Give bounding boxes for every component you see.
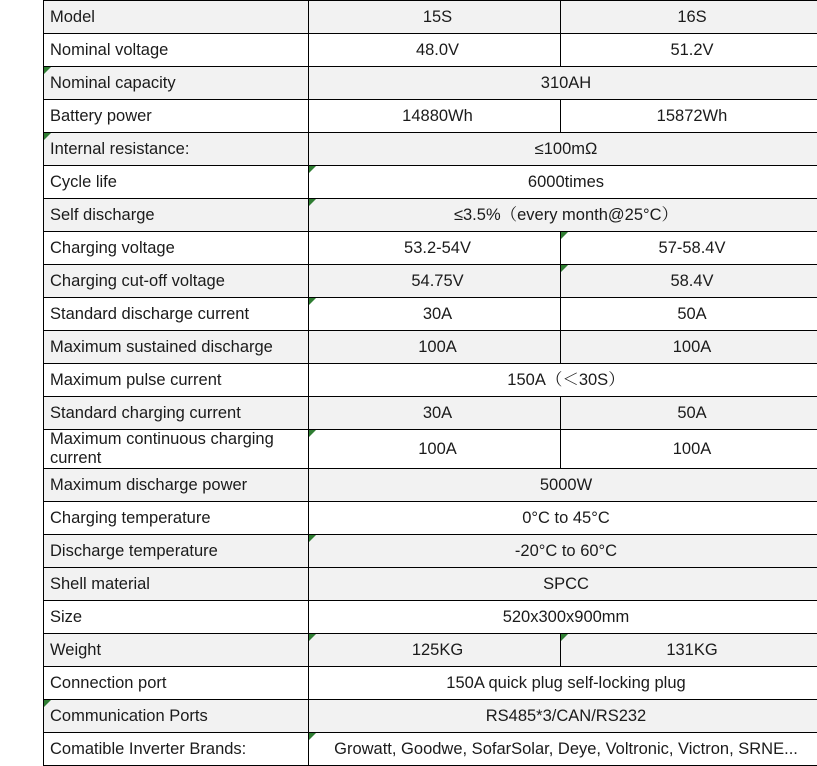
spec-value-cell-15s[interactable]: 48.0V <box>309 34 561 67</box>
spec-value-cell-merged[interactable]: 0°C to 45°C <box>309 502 817 535</box>
table-row <box>44 331 817 364</box>
spec-label-cell[interactable]: Nominal capacity <box>44 67 309 100</box>
table-row <box>44 568 817 601</box>
spec-value-cell-merged[interactable]: 150A quick plug self-locking plug <box>309 667 817 700</box>
spec-value-cell-merged[interactable]: 150A（＜30S） <box>309 364 817 397</box>
table-row <box>44 67 817 100</box>
spec-label-cell[interactable]: Standard discharge current <box>44 298 309 331</box>
table-row <box>44 733 817 766</box>
spec-value-cell-15s[interactable]: 15S <box>309 1 561 34</box>
table-row <box>44 397 817 430</box>
spec-value-cell-15s[interactable]: 14880Wh <box>309 100 561 133</box>
spec-label-cell[interactable]: Connection port <box>44 667 309 700</box>
spec-label-line-1: Maximum continuous charging <box>50 430 308 449</box>
spec-value-cell-15s[interactable]: 54.75V <box>309 265 561 298</box>
spec-value-cell-16s[interactable]: 15872Wh <box>561 100 817 133</box>
spec-value-cell-merged[interactable]: 6000times <box>309 166 817 199</box>
table-row <box>44 601 817 634</box>
spec-value-cell-merged[interactable]: ≤3.5%（every month@25°C） <box>309 199 817 232</box>
spec-label-cell[interactable]: Comatible Inverter Brands: <box>44 733 309 766</box>
table-row <box>44 232 817 265</box>
spec-value-cell-16s[interactable]: 16S <box>561 1 817 34</box>
table-row <box>44 298 817 331</box>
spec-value-cell-15s[interactable]: 53.2-54V <box>309 232 561 265</box>
spec-label-cell[interactable]: Battery power <box>44 100 309 133</box>
spec-value-cell-16s[interactable]: 50A <box>561 397 817 430</box>
spec-value-cell-merged[interactable]: 5000W <box>309 469 817 502</box>
spec-label-line-2-clipped: current <box>50 449 308 468</box>
spec-value-cell-16s[interactable]: 57-58.4V <box>561 232 817 265</box>
spec-label-cell[interactable]: Maximum sustained discharge <box>44 331 309 364</box>
table-row <box>44 700 817 733</box>
table-row <box>44 34 817 67</box>
table-row <box>44 1 817 34</box>
spec-label-cell[interactable]: Standard charging current <box>44 397 309 430</box>
spec-label-cell[interactable]: Maximum pulse current <box>44 364 309 397</box>
spec-value-cell-merged[interactable]: SPCC <box>309 568 817 601</box>
spec-label-cell[interactable]: Weight <box>44 634 309 667</box>
spec-value-cell-merged[interactable]: 310AH <box>309 67 817 100</box>
spec-value-cell-16s[interactable]: 58.4V <box>561 265 817 298</box>
table-row <box>44 535 817 568</box>
table-row <box>44 469 817 502</box>
spec-value-cell-15s[interactable]: 30A <box>309 397 561 430</box>
spec-label-cell[interactable]: Maximum discharge power <box>44 469 309 502</box>
spec-value-cell-16s[interactable]: 51.2V <box>561 34 817 67</box>
spec-label-cell[interactable]: Charging voltage <box>44 232 309 265</box>
table-row <box>44 430 817 469</box>
spec-label-cell[interactable]: Nominal voltage <box>44 34 309 67</box>
spec-label-cell[interactable]: Internal resistance: <box>44 133 309 166</box>
spec-value-cell-merged[interactable]: -20°C to 60°C <box>309 535 817 568</box>
spec-value-cell-15s[interactable]: 30A <box>309 298 561 331</box>
spec-label-cell[interactable]: Shell material <box>44 568 309 601</box>
spec-label-cell[interactable] <box>44 430 309 469</box>
spec-value-cell-merged[interactable]: Growatt, Goodwe, SofarSolar, Deye, Voltronic, Victron, SRNE... <box>309 733 817 766</box>
spec-value-cell-merged[interactable]: ≤100mΩ <box>309 133 817 166</box>
spec-value-cell-16s[interactable]: 50A <box>561 298 817 331</box>
spec-value-cell-16s[interactable]: 100A <box>561 331 817 364</box>
table-row <box>44 634 817 667</box>
spec-label-cell[interactable]: Discharge temperature <box>44 535 309 568</box>
spec-value-cell-15s[interactable]: 100A <box>309 331 561 364</box>
spec-label-cell[interactable]: Charging temperature <box>44 502 309 535</box>
spec-label-cell[interactable]: Model <box>44 1 309 34</box>
table-row <box>44 265 817 298</box>
spec-value-cell-16s[interactable]: 131KG <box>561 634 817 667</box>
spec-label-cell[interactable]: Size <box>44 601 309 634</box>
spec-label-cell[interactable]: Cycle life <box>44 166 309 199</box>
spec-label-cell[interactable]: Communication Ports <box>44 700 309 733</box>
spec-label-cell[interactable]: Charging cut-off voltage <box>44 265 309 298</box>
table-row <box>44 133 817 166</box>
table-row <box>44 502 817 535</box>
spec-label-cell[interactable]: Self discharge <box>44 199 309 232</box>
spec-value-cell-15s[interactable]: 125KG <box>309 634 561 667</box>
battery-spec-table <box>43 0 817 766</box>
spec-value-cell-merged[interactable]: 520x300x900mm <box>309 601 817 634</box>
spec-value-cell-15s[interactable]: 100A <box>309 430 561 469</box>
spec-value-cell-16s[interactable]: 100A <box>561 430 817 469</box>
table-row <box>44 667 817 700</box>
spec-table-body <box>44 1 817 766</box>
table-row <box>44 364 817 397</box>
table-row <box>44 166 817 199</box>
table-row <box>44 199 817 232</box>
spec-value-cell-merged[interactable]: RS485*3/CAN/RS232 <box>309 700 817 733</box>
table-row <box>44 100 817 133</box>
